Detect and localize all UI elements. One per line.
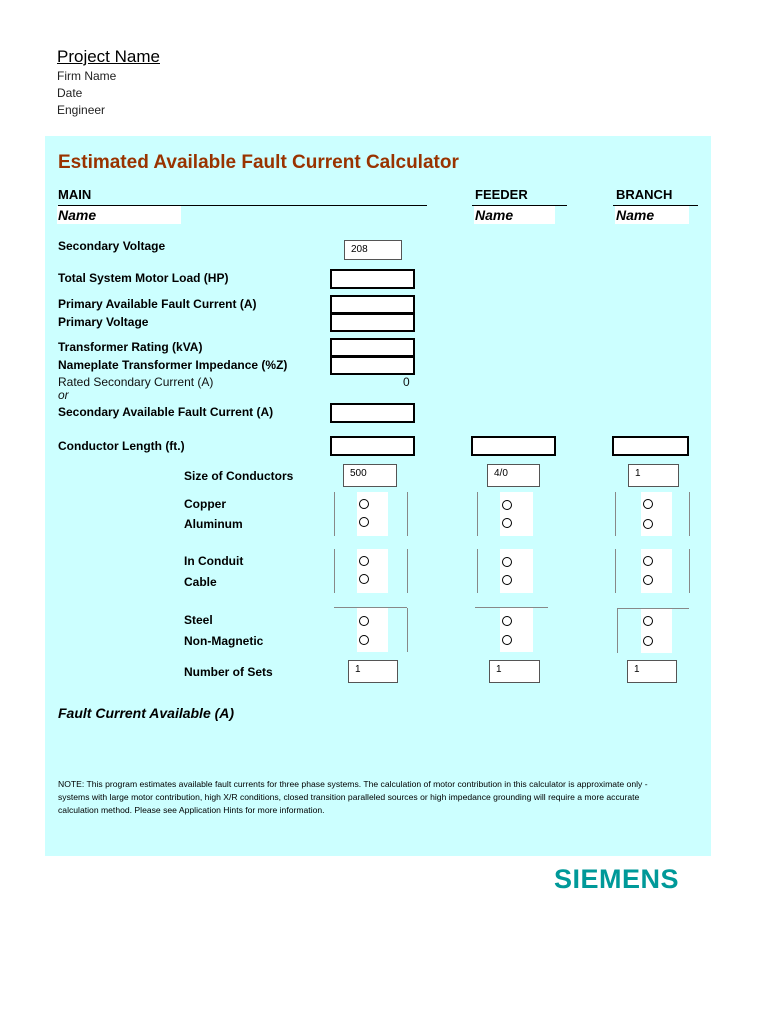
branch-conductor-length-input[interactable] — [612, 436, 689, 456]
or-label: or — [58, 388, 69, 402]
feeder-aluminum-radio[interactable] — [502, 518, 512, 528]
motor-load-input[interactable] — [330, 269, 415, 289]
feeder-conductor-size-select[interactable]: 4/0 — [487, 464, 540, 487]
cable-label: Cable — [184, 575, 217, 589]
engineer-label: Engineer — [57, 103, 106, 117]
divider — [689, 492, 690, 536]
branch-sets-select[interactable]: 1 — [627, 660, 677, 683]
branch-aluminum-radio[interactable] — [643, 519, 653, 529]
calculation-note: NOTE: This program estimates available fault currents for three phase systems. The calculation of motor contribution in this calculator is approximate only - systems with large motor contribution, high X/R conditions, closed transition paralleled sources or high impedance grounding will require a more accurate calculation method. Please see Application Hints for more information. — [58, 779, 648, 815]
transformer-impedance-label: Nameplate Transformer Impedance (%Z) — [58, 358, 288, 372]
transformer-rating-label: Transformer Rating (kVA) — [58, 340, 203, 354]
feeder-copper-radio[interactable] — [502, 500, 512, 510]
feeder-in-conduit-radio[interactable] — [502, 557, 512, 567]
conductor-length-label: Conductor Length (ft.) — [58, 439, 185, 453]
main-steel-radio[interactable] — [359, 616, 369, 626]
transformer-rating-input[interactable] — [330, 338, 415, 357]
feeder-raceway-group — [500, 608, 533, 652]
siemens-logo: SIEMENS — [554, 864, 680, 894]
branch-non-magnetic-radio[interactable] — [643, 636, 653, 646]
divider — [477, 549, 478, 593]
main-raceway-group — [357, 608, 388, 652]
branch-column-header: BRANCH — [616, 187, 673, 202]
size-of-conductors-label: Size of Conductors — [184, 469, 294, 483]
divider — [617, 609, 618, 653]
secondary-voltage-label: Secondary Voltage — [58, 239, 166, 253]
feeder-material-group — [500, 492, 533, 536]
feeder-installation-group — [500, 549, 533, 593]
divider — [477, 492, 478, 536]
calculator-title: Estimated Available Fault Current Calculator — [58, 152, 459, 173]
main-non-magnetic-radio[interactable] — [359, 635, 369, 645]
copper-label: Copper — [184, 497, 226, 511]
divider — [334, 492, 335, 536]
feeder-column-header: FEEDER — [475, 187, 528, 202]
branch-steel-radio[interactable] — [643, 616, 653, 626]
primary-fault-input[interactable] — [330, 295, 415, 314]
secondary-voltage-select[interactable]: 208 — [344, 240, 402, 260]
divider — [407, 608, 408, 652]
feeder-cable-radio[interactable] — [502, 575, 512, 585]
branch-cable-radio[interactable] — [643, 575, 653, 585]
main-conductor-size-select[interactable]: 500 — [343, 464, 397, 487]
feeder-steel-radio[interactable] — [502, 616, 512, 626]
project-name: Project Name — [57, 47, 160, 66]
divider — [615, 549, 616, 593]
secondary-fault-label: Secondary Available Fault Current (A) — [58, 405, 274, 419]
main-column-header: MAIN — [58, 187, 92, 202]
divider — [407, 492, 408, 536]
rated-secondary-current-value: 0 — [403, 375, 410, 389]
main-cable-radio[interactable] — [359, 574, 369, 584]
motor-load-label: Total System Motor Load (HP) — [58, 271, 229, 285]
main-copper-radio[interactable] — [359, 499, 369, 509]
non-magnetic-label: Non-Magnetic — [184, 634, 264, 648]
firm-name: Firm Name — [57, 69, 117, 83]
branch-name-field[interactable]: Name — [615, 206, 689, 224]
number-of-sets-label: Number of Sets — [184, 665, 273, 679]
branch-conductor-size-select[interactable]: 1 — [628, 464, 679, 487]
main-sets-select[interactable]: 1 — [348, 660, 398, 683]
in-conduit-label: In Conduit — [184, 554, 244, 568]
primary-voltage-input[interactable] — [330, 313, 415, 332]
main-conductor-length-input[interactable] — [330, 436, 415, 456]
rated-secondary-current-label: Rated Secondary Current (A) — [58, 375, 214, 389]
feeder-sets-select[interactable]: 1 — [489, 660, 540, 683]
primary-voltage-label: Primary Voltage — [58, 315, 149, 329]
divider — [407, 549, 408, 593]
secondary-fault-input[interactable] — [330, 403, 415, 423]
divider — [615, 492, 616, 536]
branch-in-conduit-radio[interactable] — [643, 556, 653, 566]
aluminum-label: Aluminum — [184, 517, 243, 531]
main-in-conduit-radio[interactable] — [359, 556, 369, 566]
transformer-impedance-input[interactable] — [330, 356, 415, 375]
main-aluminum-radio[interactable] — [359, 517, 369, 527]
main-name-field[interactable]: Name — [57, 206, 181, 224]
primary-fault-label: Primary Available Fault Current (A) — [58, 297, 257, 311]
feeder-conductor-length-input[interactable] — [471, 436, 556, 456]
feeder-non-magnetic-radio[interactable] — [502, 635, 512, 645]
steel-label: Steel — [184, 613, 213, 627]
date-label: Date — [57, 86, 83, 100]
feeder-name-field[interactable]: Name — [474, 206, 555, 224]
branch-copper-radio[interactable] — [643, 499, 653, 509]
fault-current-available-label: Fault Current Available (A) — [58, 705, 235, 721]
divider — [334, 549, 335, 593]
divider — [689, 549, 690, 593]
